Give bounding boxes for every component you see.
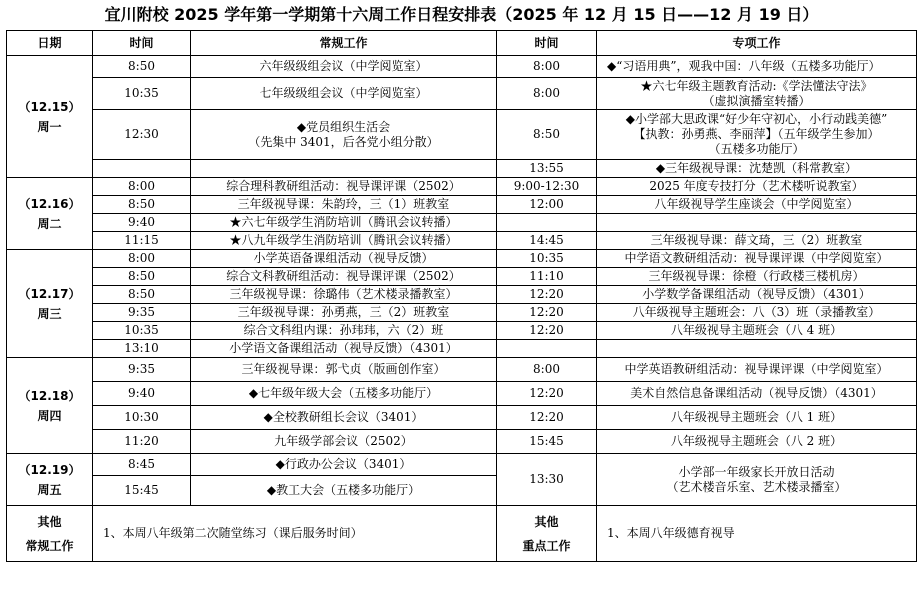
routine-time: 8:50 [93, 268, 191, 286]
footer-label-line: 重点工作 [522, 538, 571, 553]
footer-row [7, 506, 917, 562]
day-cell-friday [7, 454, 93, 506]
table-row [7, 406, 917, 430]
special-item: ◆“习语用典”，观我中国：八年级（五楼多功能厅） [597, 56, 917, 78]
footer-routine-text: 1、本周八年级第二次随堂练习（课后服务时间） [93, 506, 497, 562]
routine-item: 三年级视导课：徐璐伟（艺术楼录播教室） [191, 286, 497, 304]
header-time: 时间 [93, 31, 191, 56]
routine-time: 8:50 [93, 56, 191, 78]
footer-special-text: 1、本周八年级德育视导 [597, 506, 917, 562]
routine-time: 10:35 [93, 78, 191, 110]
routine-time: 11:15 [93, 232, 191, 250]
routine-time: 8:50 [93, 286, 191, 304]
table-row [7, 250, 917, 268]
special-time: 13:55 [497, 160, 597, 178]
footer-label-line: 常规工作 [25, 538, 74, 553]
special-item: 中学语文教研组活动：视导课评课（中学阅览室） [597, 250, 917, 268]
routine-time: 8:00 [93, 250, 191, 268]
page-title: 宜川附校 2025 学年第一学期第十六周工作日程安排表（2025 年 12 月 15 日——12 月 19 日） [104, 5, 819, 24]
routine-item: ◆行政办公会议（3401） [191, 454, 497, 476]
schedule-table [6, 30, 917, 562]
day-cell-monday [7, 56, 93, 178]
routine-item [191, 110, 497, 160]
special-time: 12:20 [497, 406, 597, 430]
special-time: 13:30 [497, 454, 597, 506]
table-row [7, 110, 917, 160]
special-time [497, 340, 597, 358]
special-item: 八年级视导主题班会（八 2 班） [597, 430, 917, 454]
footer-label-line: 其他 [534, 514, 559, 529]
routine-time: 9:40 [93, 382, 191, 406]
footer-label-line: 其他 [37, 514, 62, 529]
routine-time: 8:00 [93, 178, 191, 196]
table-row [7, 322, 917, 340]
special-time [497, 214, 597, 232]
routine-time: 8:45 [93, 454, 191, 476]
special-item [597, 454, 917, 506]
routine-item: ★六七年级学生消防培训（腾讯会议转播） [191, 214, 497, 232]
table-row [7, 56, 917, 78]
routine-item: ◆教工大会（五楼多功能厅） [191, 476, 497, 506]
header-row [7, 31, 917, 56]
routine-item: 六年级级组会议（中学阅览室） [191, 56, 497, 78]
special-item: 八年级视导主题班会（八 1 班） [597, 406, 917, 430]
special-item: 三年级视导课：徐橙（行政楼三楼机房） [597, 268, 917, 286]
routine-time: 9:40 [93, 214, 191, 232]
special-item [597, 78, 917, 110]
special-item-line: （虚拟演播室转播） [702, 93, 811, 108]
day-cell-thursday [7, 358, 93, 454]
routine-item: 三年级视导课：孙勇燕，三（2）班教室 [191, 304, 497, 322]
day-weekday: 周四 [37, 408, 62, 423]
routine-item: 小学英语备课组活动（视导反馈） [191, 250, 497, 268]
routine-item: 综合理科教研组活动：视导课评课（2502） [191, 178, 497, 196]
routine-time: 9:35 [93, 304, 191, 322]
special-item-line: （五楼多功能厅） [708, 142, 805, 156]
routine-time: 15:45 [93, 476, 191, 506]
routine-item: ◆全校教研组长会议（3401） [191, 406, 497, 430]
day-cell-tuesday [7, 178, 93, 250]
special-item: 八年级视导学生座谈会（中学阅览室） [597, 196, 917, 214]
table-row [7, 454, 917, 476]
routine-time: 10:30 [93, 406, 191, 430]
table-row [7, 160, 917, 178]
day-date: （12.19） [18, 462, 81, 477]
special-item: 八年级视导主题班会：八（3）班（录播教室） [597, 304, 917, 322]
special-item: 小学数学备课组活动（视导反馈）（4301） [597, 286, 917, 304]
special-item: 八年级视导主题班会（八 4 班） [597, 322, 917, 340]
routine-item: 三年级视导课：朱韵玲，三（1）班教室 [191, 196, 497, 214]
table-row [7, 430, 917, 454]
day-weekday: 周一 [37, 119, 62, 134]
table-row [7, 268, 917, 286]
special-item [597, 110, 917, 160]
special-item-line: ◆小学部大思政课“好少年守初心，小行动践美德” [625, 112, 888, 126]
special-item [597, 214, 917, 232]
routine-time: 10:35 [93, 322, 191, 340]
table-row [7, 286, 917, 304]
table-row [7, 304, 917, 322]
special-time: 12:00 [497, 196, 597, 214]
table-row [7, 340, 917, 358]
day-weekday: 周三 [37, 306, 62, 321]
special-time: 15:45 [497, 430, 597, 454]
routine-item: ◆七年级年级大会（五楼多功能厅） [191, 382, 497, 406]
special-time: 8:00 [497, 78, 597, 110]
special-item: 三年级视导课：薛文琦，三（2）班教室 [597, 232, 917, 250]
routine-item: 三年级视导课：郭弋贞（版画创作室） [191, 358, 497, 382]
special-item-line: 小学部一年级家长开放日活动 [678, 464, 835, 479]
table-row [7, 178, 917, 196]
header-special: 专项工作 [597, 31, 917, 56]
routine-time: 12:30 [93, 110, 191, 160]
routine-item-line: ◆党员组织生活会 [296, 119, 391, 134]
routine-item: 综合文科组内课：孙玮玮，六（2）班 [191, 322, 497, 340]
special-time: 14:45 [497, 232, 597, 250]
special-time: 10:35 [497, 250, 597, 268]
routine-item: 七年级级组会议（中学阅览室） [191, 78, 497, 110]
special-time: 11:10 [497, 268, 597, 286]
day-cell-wednesday [7, 250, 93, 358]
special-item: ◆三年级视导课：沈楚凯（科常教室） [597, 160, 917, 178]
header-time2: 时间 [497, 31, 597, 56]
special-time: 12:20 [497, 382, 597, 406]
routine-time: 8:50 [93, 196, 191, 214]
table-row [7, 214, 917, 232]
special-item-line: （艺术楼音乐室、艺术楼录播室） [666, 479, 847, 494]
routine-time: 13:10 [93, 340, 191, 358]
header-date: 日期 [7, 31, 93, 56]
routine-item: 综合文科教研组活动：视导课评课（2502） [191, 268, 497, 286]
routine-item [191, 160, 497, 178]
routine-item: 九年级学部会议（2502） [191, 430, 497, 454]
table-row [7, 382, 917, 406]
day-date: （12.16） [18, 196, 81, 211]
footer-special-label [497, 506, 597, 562]
routine-item-line: （先集中 3401，后各党小组分散） [248, 134, 439, 149]
special-item-line: ★六七年级主题教育活动:《学法懂法守法》 [640, 78, 873, 93]
special-item: 2025 年度专技打分（艺术楼听说教室） [597, 178, 917, 196]
special-time: 8:00 [497, 56, 597, 78]
special-item [597, 340, 917, 358]
day-date: （12.15） [18, 99, 81, 114]
header-routine: 常规工作 [191, 31, 497, 56]
day-weekday: 周五 [37, 482, 62, 497]
table-row [7, 196, 917, 214]
table-row [7, 78, 917, 110]
routine-item: 小学语文备课组活动（视导反馈）（4301） [191, 340, 497, 358]
special-time: 12:20 [497, 304, 597, 322]
special-time: 9:00-12:30 [497, 178, 597, 196]
special-time: 12:20 [497, 322, 597, 340]
routine-time: 9:35 [93, 358, 191, 382]
footer-routine-label [7, 506, 93, 562]
table-row [7, 232, 917, 250]
special-item-line: 【执教：孙勇燕、李丽萍】（五年级学生参加） [633, 127, 880, 141]
routine-time: 11:20 [93, 430, 191, 454]
routine-time [93, 160, 191, 178]
special-time: 8:00 [497, 358, 597, 382]
special-item: 中学英语教研组活动：视导课评课（中学阅览室） [597, 358, 917, 382]
special-time: 8:50 [497, 110, 597, 160]
table-row [7, 358, 917, 382]
special-item: 美术自然信息备课组活动（视导反馈）（4301） [597, 382, 917, 406]
routine-item: ★八九年级学生消防培训（腾讯会议转播） [191, 232, 497, 250]
day-weekday: 周二 [37, 216, 62, 231]
special-time: 12:20 [497, 286, 597, 304]
day-date: （12.18） [18, 388, 81, 403]
day-date: （12.17） [18, 286, 81, 301]
